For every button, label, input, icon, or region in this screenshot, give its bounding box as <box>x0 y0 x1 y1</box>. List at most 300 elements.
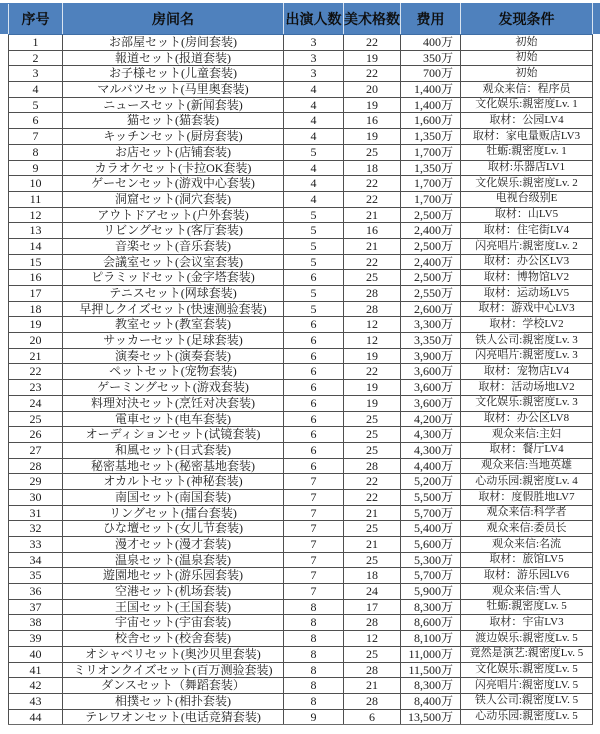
performers-cell: 5 <box>284 286 344 302</box>
unlock-condition-cell: 观众来信:主妇 <box>461 427 593 443</box>
table-row <box>9 427 593 443</box>
unlock-condition-cell: 文化娱乐:親密度Lv. 3 <box>461 395 593 411</box>
art-squares-cell: 28 <box>344 286 401 302</box>
unlock-condition-cell: 闪亮唱片:親密度LV. 5 <box>461 678 593 694</box>
art-squares-cell: 25 <box>344 646 401 662</box>
unlock-condition-cell: 取材：学校LV2 <box>461 317 593 333</box>
cost-cell: 400万 <box>401 35 461 51</box>
unlock-condition-cell: 文化娱乐:親密度Lv. 1 <box>461 97 593 113</box>
table-row <box>9 395 593 411</box>
room-name-cell: ニュースセット(新闻套装) <box>63 97 284 113</box>
table-row <box>9 552 593 568</box>
table-row <box>9 50 593 66</box>
unlock-condition-cell: 取材：宇宙LV3 <box>461 615 593 631</box>
index-cell: 5 <box>9 97 63 113</box>
unlock-condition-cell: 取材：公园LV4 <box>461 113 593 129</box>
room-name-cell: お部屋セット(房间套装) <box>63 35 284 51</box>
room-name-cell: ミリオンクイズセット(百万测验套装) <box>63 662 284 678</box>
index-cell: 8 <box>9 144 63 160</box>
performers-cell: 6 <box>284 395 344 411</box>
index-cell: 24 <box>9 395 63 411</box>
performers-cell: 4 <box>284 160 344 176</box>
performers-cell: 7 <box>284 489 344 505</box>
room-name-cell: 演奏セット(演奏套装) <box>63 348 284 364</box>
index-cell: 6 <box>9 113 63 129</box>
performers-cell: 6 <box>284 380 344 396</box>
table-row <box>9 301 593 317</box>
unlock-condition-cell: 取材：宠物店LV4 <box>461 364 593 380</box>
art-squares-cell: 19 <box>344 348 401 364</box>
unlock-condition-cell: 取材：运动场LV5 <box>461 286 593 302</box>
room-name-cell: 会議室セット(会议室套装) <box>63 254 284 270</box>
unlock-condition-cell: 铁人公司:親密度LV. 5 <box>461 693 593 709</box>
performers-cell: 8 <box>284 678 344 694</box>
art-squares-cell: 28 <box>344 662 401 678</box>
art-squares-cell: 22 <box>344 35 401 51</box>
index-cell: 17 <box>9 286 63 302</box>
cost-cell: 350万 <box>401 50 461 66</box>
table-row <box>9 191 593 207</box>
art-squares-cell: 21 <box>344 537 401 553</box>
table-row <box>9 35 593 51</box>
room-name-cell: 和風セット(日式套装) <box>63 442 284 458</box>
room-name-cell: 電車セット(电车套装) <box>63 411 284 427</box>
index-cell: 18 <box>9 301 63 317</box>
index-cell: 34 <box>9 552 63 568</box>
art-squares-cell: 22 <box>344 474 401 490</box>
cost-cell: 2,500万 <box>401 207 461 223</box>
room-name-cell: ペットセット(宠物套装) <box>63 364 284 380</box>
index-cell: 9 <box>9 160 63 176</box>
cost-cell: 5,400万 <box>401 521 461 537</box>
cost-cell: 3,350万 <box>401 333 461 349</box>
column-header-index: 序号 <box>9 4 63 35</box>
performers-cell: 6 <box>284 333 344 349</box>
room-name-cell: 宇宙セット(宇宙套装) <box>63 615 284 631</box>
room-name-cell: ひな壇セット(女儿节套装) <box>63 521 284 537</box>
performers-cell: 5 <box>284 207 344 223</box>
room-name-cell: オカルトセット(神秘套装) <box>63 474 284 490</box>
cost-cell: 1,350万 <box>401 160 461 176</box>
unlock-condition-cell: 取材：活动场地LV2 <box>461 380 593 396</box>
table-row <box>9 82 593 98</box>
art-squares-cell: 19 <box>344 395 401 411</box>
cost-cell: 700万 <box>401 66 461 82</box>
index-cell: 28 <box>9 458 63 474</box>
table-row <box>9 646 593 662</box>
table-row <box>9 317 593 333</box>
unlock-condition-cell: 竟然是演艺:親密度Lv. 5 <box>461 646 593 662</box>
table-header-row <box>9 4 593 35</box>
index-cell: 25 <box>9 411 63 427</box>
art-squares-cell: 25 <box>344 411 401 427</box>
unlock-condition-cell: 闪亮唱片:親密度Lv. 2 <box>461 238 593 254</box>
table-row <box>9 364 593 380</box>
art-squares-cell: 25 <box>344 270 401 286</box>
index-cell: 22 <box>9 364 63 380</box>
index-cell: 11 <box>9 191 63 207</box>
cost-cell: 1,700万 <box>401 191 461 207</box>
table-row <box>9 442 593 458</box>
room-name-cell: 漫才セット(漫才套装) <box>63 537 284 553</box>
table-row <box>9 207 593 223</box>
art-squares-cell: 16 <box>344 223 401 239</box>
art-squares-cell: 20 <box>344 82 401 98</box>
room-name-cell: リングセット(擂台套装) <box>63 505 284 521</box>
cost-cell: 1,400万 <box>401 82 461 98</box>
unlock-condition-cell: 观众来信:当地英雄 <box>461 458 593 474</box>
room-name-cell: 温泉セット(温泉套装) <box>63 552 284 568</box>
unlock-condition-cell: 牡蛎:親密度Lv. 1 <box>461 144 593 160</box>
cost-cell: 1,700万 <box>401 144 461 160</box>
index-cell: 38 <box>9 615 63 631</box>
unlock-condition-cell: 牡蛎:親密度Lv. 5 <box>461 599 593 615</box>
index-cell: 21 <box>9 348 63 364</box>
performers-cell: 4 <box>284 191 344 207</box>
index-cell: 16 <box>9 270 63 286</box>
performers-cell: 5 <box>284 301 344 317</box>
table-row <box>9 599 593 615</box>
cost-cell: 8,300万 <box>401 678 461 694</box>
performers-cell: 9 <box>284 709 344 725</box>
room-name-cell: ピラミッドセット(金字塔套装) <box>63 270 284 286</box>
unlock-condition-cell: 观众来信:名流 <box>461 537 593 553</box>
art-squares-cell: 22 <box>344 364 401 380</box>
table-row <box>9 584 593 600</box>
table-row <box>9 254 593 270</box>
room-name-cell: 遊園地セット(游乐园套装) <box>63 568 284 584</box>
art-squares-cell: 22 <box>344 254 401 270</box>
table-row <box>9 160 593 176</box>
room-name-cell: 空港セット(机场套装) <box>63 584 284 600</box>
table-row <box>9 97 593 113</box>
cost-cell: 1,600万 <box>401 113 461 129</box>
cost-cell: 4,400万 <box>401 458 461 474</box>
performers-cell: 7 <box>284 474 344 490</box>
table-row <box>9 662 593 678</box>
performers-cell: 7 <box>284 584 344 600</box>
unlock-condition-cell: 取材：度假胜地LV7 <box>461 489 593 505</box>
art-squares-cell: 6 <box>344 709 401 725</box>
art-squares-cell: 19 <box>344 380 401 396</box>
table-body <box>9 35 593 725</box>
art-squares-cell: 28 <box>344 301 401 317</box>
cost-cell: 5,700万 <box>401 505 461 521</box>
table-row <box>9 333 593 349</box>
cost-cell: 5,500万 <box>401 489 461 505</box>
art-squares-cell: 21 <box>344 238 401 254</box>
room-name-cell: 相撲セット(相扑套装) <box>63 693 284 709</box>
table-row <box>9 144 593 160</box>
performers-cell: 7 <box>284 568 344 584</box>
room-name-cell: アウトドアセット(户外套装) <box>63 207 284 223</box>
art-squares-cell: 22 <box>344 489 401 505</box>
room-name-cell: マルバツセット(马里奥套装) <box>63 82 284 98</box>
table-row <box>9 380 593 396</box>
performers-cell: 3 <box>284 66 344 82</box>
unlock-condition-cell: 取材：旅馆LV5 <box>461 552 593 568</box>
art-squares-cell: 28 <box>344 615 401 631</box>
cost-cell: 8,400万 <box>401 693 461 709</box>
index-cell: 1 <box>9 35 63 51</box>
art-squares-cell: 25 <box>344 521 401 537</box>
art-squares-cell: 25 <box>344 442 401 458</box>
table-row <box>9 238 593 254</box>
column-header-performers: 出演人数 <box>284 4 344 35</box>
room-name-cell: 早押しクイズセット(快速测验套装) <box>63 301 284 317</box>
table-row <box>9 66 593 82</box>
unlock-condition-cell: 观众来信：程序员 <box>461 82 593 98</box>
room-name-cell: ゲーセンセット(游戏中心套装) <box>63 176 284 192</box>
unlock-condition-cell: 闪亮唱片:親密度Lv. 3 <box>461 348 593 364</box>
cost-cell: 13,500万 <box>401 709 461 725</box>
room-name-cell: 南国セット(南国套装) <box>63 489 284 505</box>
cost-cell: 2,400万 <box>401 223 461 239</box>
cost-cell: 8,300万 <box>401 599 461 615</box>
unlock-condition-cell: 文化娱乐:親密度Lv. 5 <box>461 662 593 678</box>
art-squares-cell: 22 <box>344 176 401 192</box>
index-cell: 36 <box>9 584 63 600</box>
performers-cell: 5 <box>284 254 344 270</box>
cost-cell: 3,600万 <box>401 395 461 411</box>
performers-cell: 7 <box>284 505 344 521</box>
index-cell: 32 <box>9 521 63 537</box>
performers-cell: 7 <box>284 552 344 568</box>
unlock-condition-cell: 取材：办公区LV8 <box>461 411 593 427</box>
cost-cell: 8,600万 <box>401 615 461 631</box>
art-squares-cell: 16 <box>344 113 401 129</box>
index-cell: 30 <box>9 489 63 505</box>
art-squares-cell: 21 <box>344 505 401 521</box>
index-cell: 23 <box>9 380 63 396</box>
art-squares-cell: 18 <box>344 568 401 584</box>
performers-cell: 6 <box>284 348 344 364</box>
room-name-cell: リビングセット(客厅套装) <box>63 223 284 239</box>
table-row <box>9 129 593 145</box>
room-name-cell: オシャベリセット(奥沙贝里套装) <box>63 646 284 662</box>
art-squares-cell: 12 <box>344 317 401 333</box>
art-squares-cell: 25 <box>344 552 401 568</box>
art-squares-cell: 21 <box>344 207 401 223</box>
performers-cell: 4 <box>284 176 344 192</box>
performers-cell: 3 <box>284 50 344 66</box>
room-name-cell: 猫セット(猫套装) <box>63 113 284 129</box>
table-row <box>9 678 593 694</box>
index-cell: 42 <box>9 678 63 694</box>
performers-cell: 8 <box>284 662 344 678</box>
art-squares-cell: 25 <box>344 144 401 160</box>
index-cell: 7 <box>9 129 63 145</box>
table-row <box>9 615 593 631</box>
performers-cell: 6 <box>284 458 344 474</box>
room-name-cell: 秘密基地セット(秘密基地套装) <box>63 458 284 474</box>
room-name-cell: 王国セット(王国套装) <box>63 599 284 615</box>
column-header-cost: 费用 <box>401 4 461 35</box>
performers-cell: 6 <box>284 270 344 286</box>
cost-cell: 2,500万 <box>401 238 461 254</box>
unlock-condition-cell: 取材：办公区LV3 <box>461 254 593 270</box>
room-name-cell: 報道セット(报道套装) <box>63 50 284 66</box>
column-header-art-squares: 美术格数 <box>344 4 401 35</box>
cost-cell: 11,000万 <box>401 646 461 662</box>
cost-cell: 4,300万 <box>401 442 461 458</box>
unlock-condition-cell: 铁人公司:親密度Lv. 3 <box>461 333 593 349</box>
index-cell: 44 <box>9 709 63 725</box>
table-row <box>9 568 593 584</box>
art-squares-cell: 17 <box>344 599 401 615</box>
room-name-cell: ダンスセット（舞蹈套装） <box>63 678 284 694</box>
art-squares-cell: 22 <box>344 191 401 207</box>
index-cell: 19 <box>9 317 63 333</box>
art-squares-cell: 22 <box>344 66 401 82</box>
room-name-cell: ゲーミングセット(游戏套装) <box>63 380 284 396</box>
cost-cell: 2,550万 <box>401 286 461 302</box>
cost-cell: 11,500万 <box>401 662 461 678</box>
table-row <box>9 505 593 521</box>
performers-cell: 8 <box>284 646 344 662</box>
index-cell: 20 <box>9 333 63 349</box>
index-cell: 4 <box>9 82 63 98</box>
table-row <box>9 458 593 474</box>
table-row <box>9 537 593 553</box>
unlock-condition-cell: 观众来信:雪人 <box>461 584 593 600</box>
index-cell: 13 <box>9 223 63 239</box>
cost-cell: 3,600万 <box>401 364 461 380</box>
unlock-condition-cell: 取材：餐厅LV4 <box>461 442 593 458</box>
performers-cell: 5 <box>284 238 344 254</box>
table-row <box>9 113 593 129</box>
index-cell: 37 <box>9 599 63 615</box>
room-name-cell: 料理対決セット(烹饪对决套装) <box>63 395 284 411</box>
table-row <box>9 270 593 286</box>
unlock-condition-cell: 取材：山LV5 <box>461 207 593 223</box>
cost-cell: 3,900万 <box>401 348 461 364</box>
table-row <box>9 489 593 505</box>
cost-cell: 1,350万 <box>401 129 461 145</box>
unlock-condition-cell: 心动乐园:親密度Lv. 5 <box>461 709 593 725</box>
unlock-condition-cell: 取材：住宅街LV4 <box>461 223 593 239</box>
performers-cell: 5 <box>284 223 344 239</box>
performers-cell: 8 <box>284 599 344 615</box>
performers-cell: 6 <box>284 427 344 443</box>
art-squares-cell: 28 <box>344 693 401 709</box>
performers-cell: 8 <box>284 615 344 631</box>
index-cell: 29 <box>9 474 63 490</box>
performers-cell: 6 <box>284 442 344 458</box>
unlock-condition-cell: 初始 <box>461 50 593 66</box>
cost-cell: 5,300万 <box>401 552 461 568</box>
art-squares-cell: 18 <box>344 160 401 176</box>
cost-cell: 5,200万 <box>401 474 461 490</box>
room-sets-table <box>8 3 593 725</box>
cost-cell: 3,300万 <box>401 317 461 333</box>
table-row <box>9 348 593 364</box>
unlock-condition-cell: 取材:乐器店LV1 <box>461 160 593 176</box>
table-row <box>9 286 593 302</box>
cost-cell: 3,600万 <box>401 380 461 396</box>
index-cell: 35 <box>9 568 63 584</box>
cost-cell: 5,700万 <box>401 568 461 584</box>
index-cell: 14 <box>9 238 63 254</box>
unlock-condition-cell: 取材：游乐园LV6 <box>461 568 593 584</box>
performers-cell: 6 <box>284 317 344 333</box>
index-cell: 33 <box>9 537 63 553</box>
performers-cell: 4 <box>284 113 344 129</box>
index-cell: 41 <box>9 662 63 678</box>
index-cell: 26 <box>9 427 63 443</box>
table-row <box>9 709 593 725</box>
unlock-condition-cell: 取材：家电量贩店LV3 <box>461 129 593 145</box>
art-squares-cell: 19 <box>344 97 401 113</box>
cost-cell: 8,100万 <box>401 631 461 647</box>
room-name-cell: サッカーセット(足球套装) <box>63 333 284 349</box>
performers-cell: 7 <box>284 537 344 553</box>
table-row <box>9 411 593 427</box>
cost-cell: 4,300万 <box>401 427 461 443</box>
performers-cell: 4 <box>284 97 344 113</box>
cost-cell: 2,600万 <box>401 301 461 317</box>
table-row <box>9 693 593 709</box>
index-cell: 31 <box>9 505 63 521</box>
performers-cell: 4 <box>284 129 344 145</box>
room-name-cell: お店セット(店铺套装) <box>63 144 284 160</box>
cost-cell: 2,500万 <box>401 270 461 286</box>
index-cell: 3 <box>9 66 63 82</box>
room-name-cell: 洞窟セット(洞穴套装) <box>63 191 284 207</box>
room-name-cell: 教室セット(教室套装) <box>63 317 284 333</box>
table-row <box>9 521 593 537</box>
performers-cell: 4 <box>284 82 344 98</box>
column-header-unlock-condition: 发现条件 <box>461 4 593 35</box>
room-name-cell: テレワオンセット(电话竞猜套装) <box>63 709 284 725</box>
index-cell: 15 <box>9 254 63 270</box>
index-cell: 43 <box>9 693 63 709</box>
cost-cell: 5,900万 <box>401 584 461 600</box>
performers-cell: 7 <box>284 521 344 537</box>
art-squares-cell: 24 <box>344 584 401 600</box>
unlock-condition-cell: 文化娱乐:親密度Lv. 2 <box>461 176 593 192</box>
performers-cell: 6 <box>284 411 344 427</box>
art-squares-cell: 28 <box>344 458 401 474</box>
room-name-cell: 音楽セット(音乐套装) <box>63 238 284 254</box>
art-squares-cell: 19 <box>344 129 401 145</box>
unlock-condition-cell: 初始 <box>461 66 593 82</box>
unlock-condition-cell: 取材：博物馆LV2 <box>461 270 593 286</box>
table-row <box>9 223 593 239</box>
art-squares-cell: 21 <box>344 678 401 694</box>
cost-cell: 1,400万 <box>401 97 461 113</box>
cost-cell: 1,700万 <box>401 176 461 192</box>
table-row <box>9 474 593 490</box>
art-squares-cell: 25 <box>344 427 401 443</box>
room-name-cell: お子様セット(儿童套装) <box>63 66 284 82</box>
unlock-condition-cell: 电视台级别E <box>461 191 593 207</box>
index-cell: 2 <box>9 50 63 66</box>
index-cell: 40 <box>9 646 63 662</box>
room-name-cell: オーディションセット(试镜套装) <box>63 427 284 443</box>
unlock-condition-cell: 渡边娱乐:親密度Lv. 5 <box>461 631 593 647</box>
art-squares-cell: 19 <box>344 50 401 66</box>
art-squares-cell: 12 <box>344 631 401 647</box>
index-cell: 27 <box>9 442 63 458</box>
cost-cell: 5,600万 <box>401 537 461 553</box>
unlock-condition-cell: 初始 <box>461 35 593 51</box>
unlock-condition-cell: 心动乐园:親密度Lv. 4 <box>461 474 593 490</box>
performers-cell: 3 <box>284 35 344 51</box>
table-row <box>9 176 593 192</box>
unlock-condition-cell: 观众来信:科学者 <box>461 505 593 521</box>
performers-cell: 6 <box>284 364 344 380</box>
